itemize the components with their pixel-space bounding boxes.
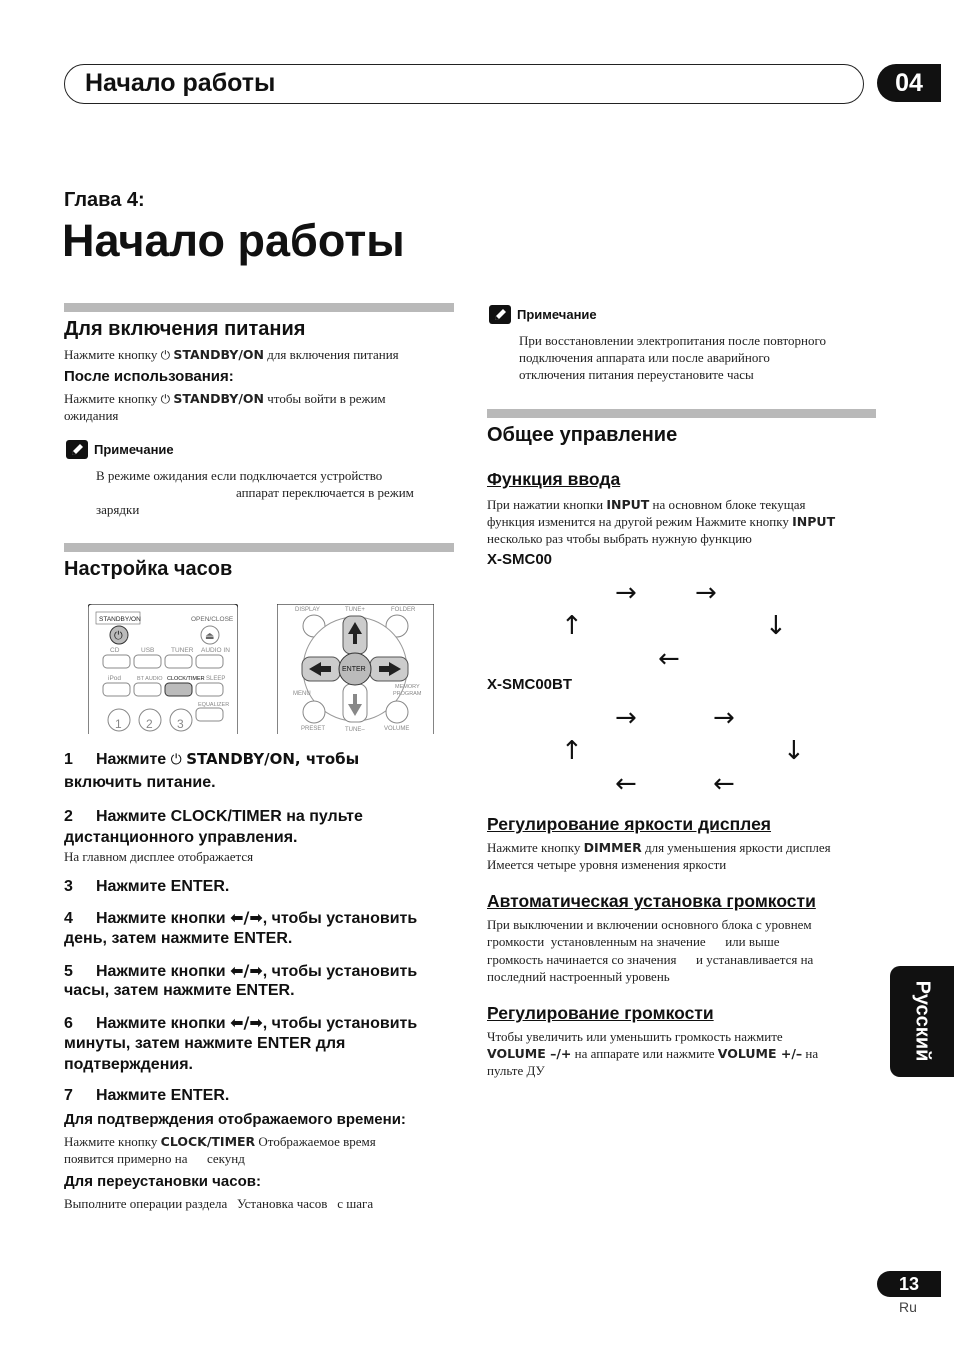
volume-line1: Чтобы увеличить или уменьшить громкость нажмите — [487, 1029, 783, 1044]
dimmer-heading: Регулирование яркости дисплея — [487, 814, 772, 834]
pencil-icon — [489, 305, 511, 324]
svg-text:SLEEP: SLEEP — [206, 676, 226, 682]
svg-text:CD: CD — [110, 647, 120, 654]
section-divider — [64, 303, 454, 312]
note-label: Примечание — [94, 442, 174, 457]
confirm-heading: Для подтверждения отображаемого времени: — [64, 1111, 406, 1128]
arrow-right-icon: → — [713, 703, 735, 733]
dimmer-line2: Имеется четыре уровня изменения яркости — [487, 857, 727, 872]
arrow-left-icon: ← — [615, 769, 637, 799]
auto-line: При выключении и включении основного блока с уровнем — [487, 917, 812, 932]
arrow-right-icon: → — [615, 578, 637, 608]
arrow-up-icon: ↑ — [561, 736, 583, 766]
svg-text:BT AUDIO: BT AUDIO — [137, 676, 163, 682]
note-line: При восстановлении электропитания после повторного — [519, 333, 826, 348]
open-close-label: OPEN/CLOSE — [191, 616, 234, 623]
arrow-up-icon: ↑ — [561, 611, 583, 641]
svg-text:PRESET: PRESET — [301, 726, 326, 732]
confirm-line2: появится примерно на секунд — [64, 1151, 245, 1166]
chapter-label: Глава 4: — [64, 189, 145, 211]
remote-illustration-top — [88, 604, 238, 734]
step-2: 2 Нажмите CLOCK/TIMER на пульте — [64, 808, 363, 825]
input-line3: несколько раз чтобы выбрать нужную функцию — [487, 531, 752, 546]
svg-text:TUNE–: TUNE– — [345, 727, 365, 733]
header-title: Начало работы — [85, 69, 276, 97]
step-1: 1 Нажмите ⏻ STANDBY/ON, чтобы — [64, 750, 360, 768]
chapter-title: Начало работы — [62, 215, 405, 266]
power-line2-cont: ожидания — [64, 408, 119, 423]
pencil-icon — [66, 440, 88, 459]
input-line2: функция изменится на другой режим Нажмите кнопку INPUT — [487, 514, 836, 529]
note-line: отключения питания переустановите часы — [519, 367, 754, 382]
power-line1: Нажмите кнопку ⏻ STANDBY/ON для включения питания — [64, 347, 399, 362]
volume-line2: VOLUME –/+ на аппарате или нажмите VOLUME +/– на — [487, 1046, 819, 1061]
power-icon: ⏻ — [160, 348, 171, 362]
svg-text:MEMORY: MEMORY — [395, 684, 420, 690]
svg-text:iPod: iPod — [108, 675, 122, 682]
standby-label: STANDBY/ON — [99, 616, 141, 623]
note-line: аппарат переключается в режим — [236, 485, 414, 500]
note-line: В режиме ожидания если подключается устройство — [96, 468, 383, 483]
confirm-line1: Нажмите кнопку CLOCK/TIMER Отображаемое время — [64, 1134, 376, 1149]
eject-icon: ⏏ — [205, 631, 215, 642]
language-label: Русский — [911, 980, 934, 1062]
power-icon: ⏻ — [170, 752, 182, 768]
svg-text:CLOCK/TIMER: CLOCK/TIMER — [167, 676, 205, 682]
svg-text:DISPLAY: DISPLAY — [295, 607, 320, 613]
step-3: 3 Нажмите ENTER. — [64, 878, 230, 895]
svg-text:1: 1 — [115, 717, 122, 731]
dimmer-line1: Нажмите кнопку DIMMER для уменьшения яркости дисплея — [487, 840, 831, 855]
step-2-note: На главном дисплее отображается — [64, 849, 254, 864]
page-number: 13 — [898, 1273, 920, 1294]
note-line: зарядки — [96, 502, 140, 517]
note-block — [66, 440, 174, 459]
after-use-heading: После использования: — [64, 368, 234, 385]
note-line: подключения аппарата или после аварийного — [519, 350, 770, 365]
left-right-arrows-icon: ⬅/➡ — [230, 961, 263, 980]
section-divider — [487, 409, 876, 418]
auto-volume-heading: Автоматическая установка громкости — [487, 891, 816, 911]
section-divider — [64, 543, 454, 552]
note-block — [489, 305, 597, 324]
step-6-cont: подтверждения. — [64, 1056, 193, 1073]
svg-text:USB: USB — [141, 647, 155, 654]
volume-heading: Регулирование громкости — [487, 1003, 714, 1023]
auto-line: последний настроенный уровень — [487, 969, 670, 984]
input-line1: При нажатии кнопки INPUT на основном блоке текущая — [487, 497, 806, 512]
model-label: X-SMC00BT — [487, 676, 573, 693]
step-5-cont: часы, затем нажмите ENTER. — [64, 982, 295, 999]
step-7: 7 Нажмите ENTER. — [64, 1087, 230, 1104]
step-2-cont: дистанционного управления. — [64, 829, 298, 846]
svg-text:EQUALIZER: EQUALIZER — [198, 702, 230, 708]
chapter-number: 04 — [895, 68, 923, 97]
svg-text:MENU: MENU — [293, 691, 311, 697]
reset-line: Выполните операции раздела Установка часов с шага — [64, 1196, 374, 1211]
power-icon: ⏻ — [114, 630, 123, 642]
auto-line: громкости установленным на значение или выше — [487, 934, 780, 949]
arrow-right-icon: → — [695, 578, 717, 608]
clock-heading: Настройка часов — [64, 558, 233, 580]
step-4: 4 Нажмите кнопки ⬅/➡, чтобы установить — [64, 908, 418, 927]
step-4-cont: день, затем нажмите ENTER. — [64, 930, 293, 947]
power-icon: ⏻ — [160, 392, 171, 406]
left-right-arrows-icon: ⬅/➡ — [230, 908, 263, 927]
page-number-badge — [877, 1271, 941, 1297]
svg-text:TUNE+: TUNE+ — [345, 607, 365, 613]
auto-line: громкость начинается со значения и устанавливается на — [487, 952, 814, 967]
input-heading: Функция ввода — [487, 469, 621, 489]
left-right-arrows-icon: ⬅/➡ — [230, 1013, 263, 1032]
arrow-left-icon: ← — [658, 644, 680, 674]
remote-illustration-dpad — [277, 604, 434, 734]
svg-text:TUNER: TUNER — [171, 647, 194, 654]
clock-timer-button — [165, 683, 192, 696]
svg-text:ENTER: ENTER — [342, 666, 366, 673]
page-lang: Ru — [899, 1299, 917, 1315]
arrow-down-icon: ↓ — [783, 736, 805, 766]
svg-text:3: 3 — [177, 717, 184, 731]
svg-text:2: 2 — [146, 717, 153, 731]
chapter-number-badge — [877, 64, 941, 102]
svg-text:AUDIO IN: AUDIO IN — [201, 647, 230, 654]
step-1-cont: включить питание. — [64, 774, 216, 791]
svg-text:VOLUME: VOLUME — [384, 726, 410, 732]
volume-line3: пульте ДУ — [487, 1063, 545, 1078]
step-6-cont: минуты, затем нажмите ENTER для — [64, 1035, 346, 1052]
note-label: Примечание — [517, 307, 597, 322]
step-5: 5 Нажмите кнопки ⬅/➡, чтобы установить — [64, 961, 418, 980]
arrow-down-icon: ↓ — [765, 611, 787, 641]
step-6: 6 Нажмите кнопки ⬅/➡, чтобы установить — [64, 1013, 418, 1032]
arrow-left-icon: ← — [713, 769, 735, 799]
arrow-right-icon: → — [615, 703, 637, 733]
power-heading: Для включения питания — [64, 318, 306, 340]
model-label: X-SMC00 — [487, 551, 553, 568]
reset-heading: Для переустановки часов: — [64, 1173, 261, 1190]
general-heading: Общее управление — [487, 424, 678, 446]
svg-text:PROGRAM: PROGRAM — [393, 691, 422, 697]
svg-text:FOLDER: FOLDER — [391, 607, 416, 613]
power-line2: Нажмите кнопку ⏻ STANDBY/ON чтобы войти в режим — [64, 391, 386, 406]
